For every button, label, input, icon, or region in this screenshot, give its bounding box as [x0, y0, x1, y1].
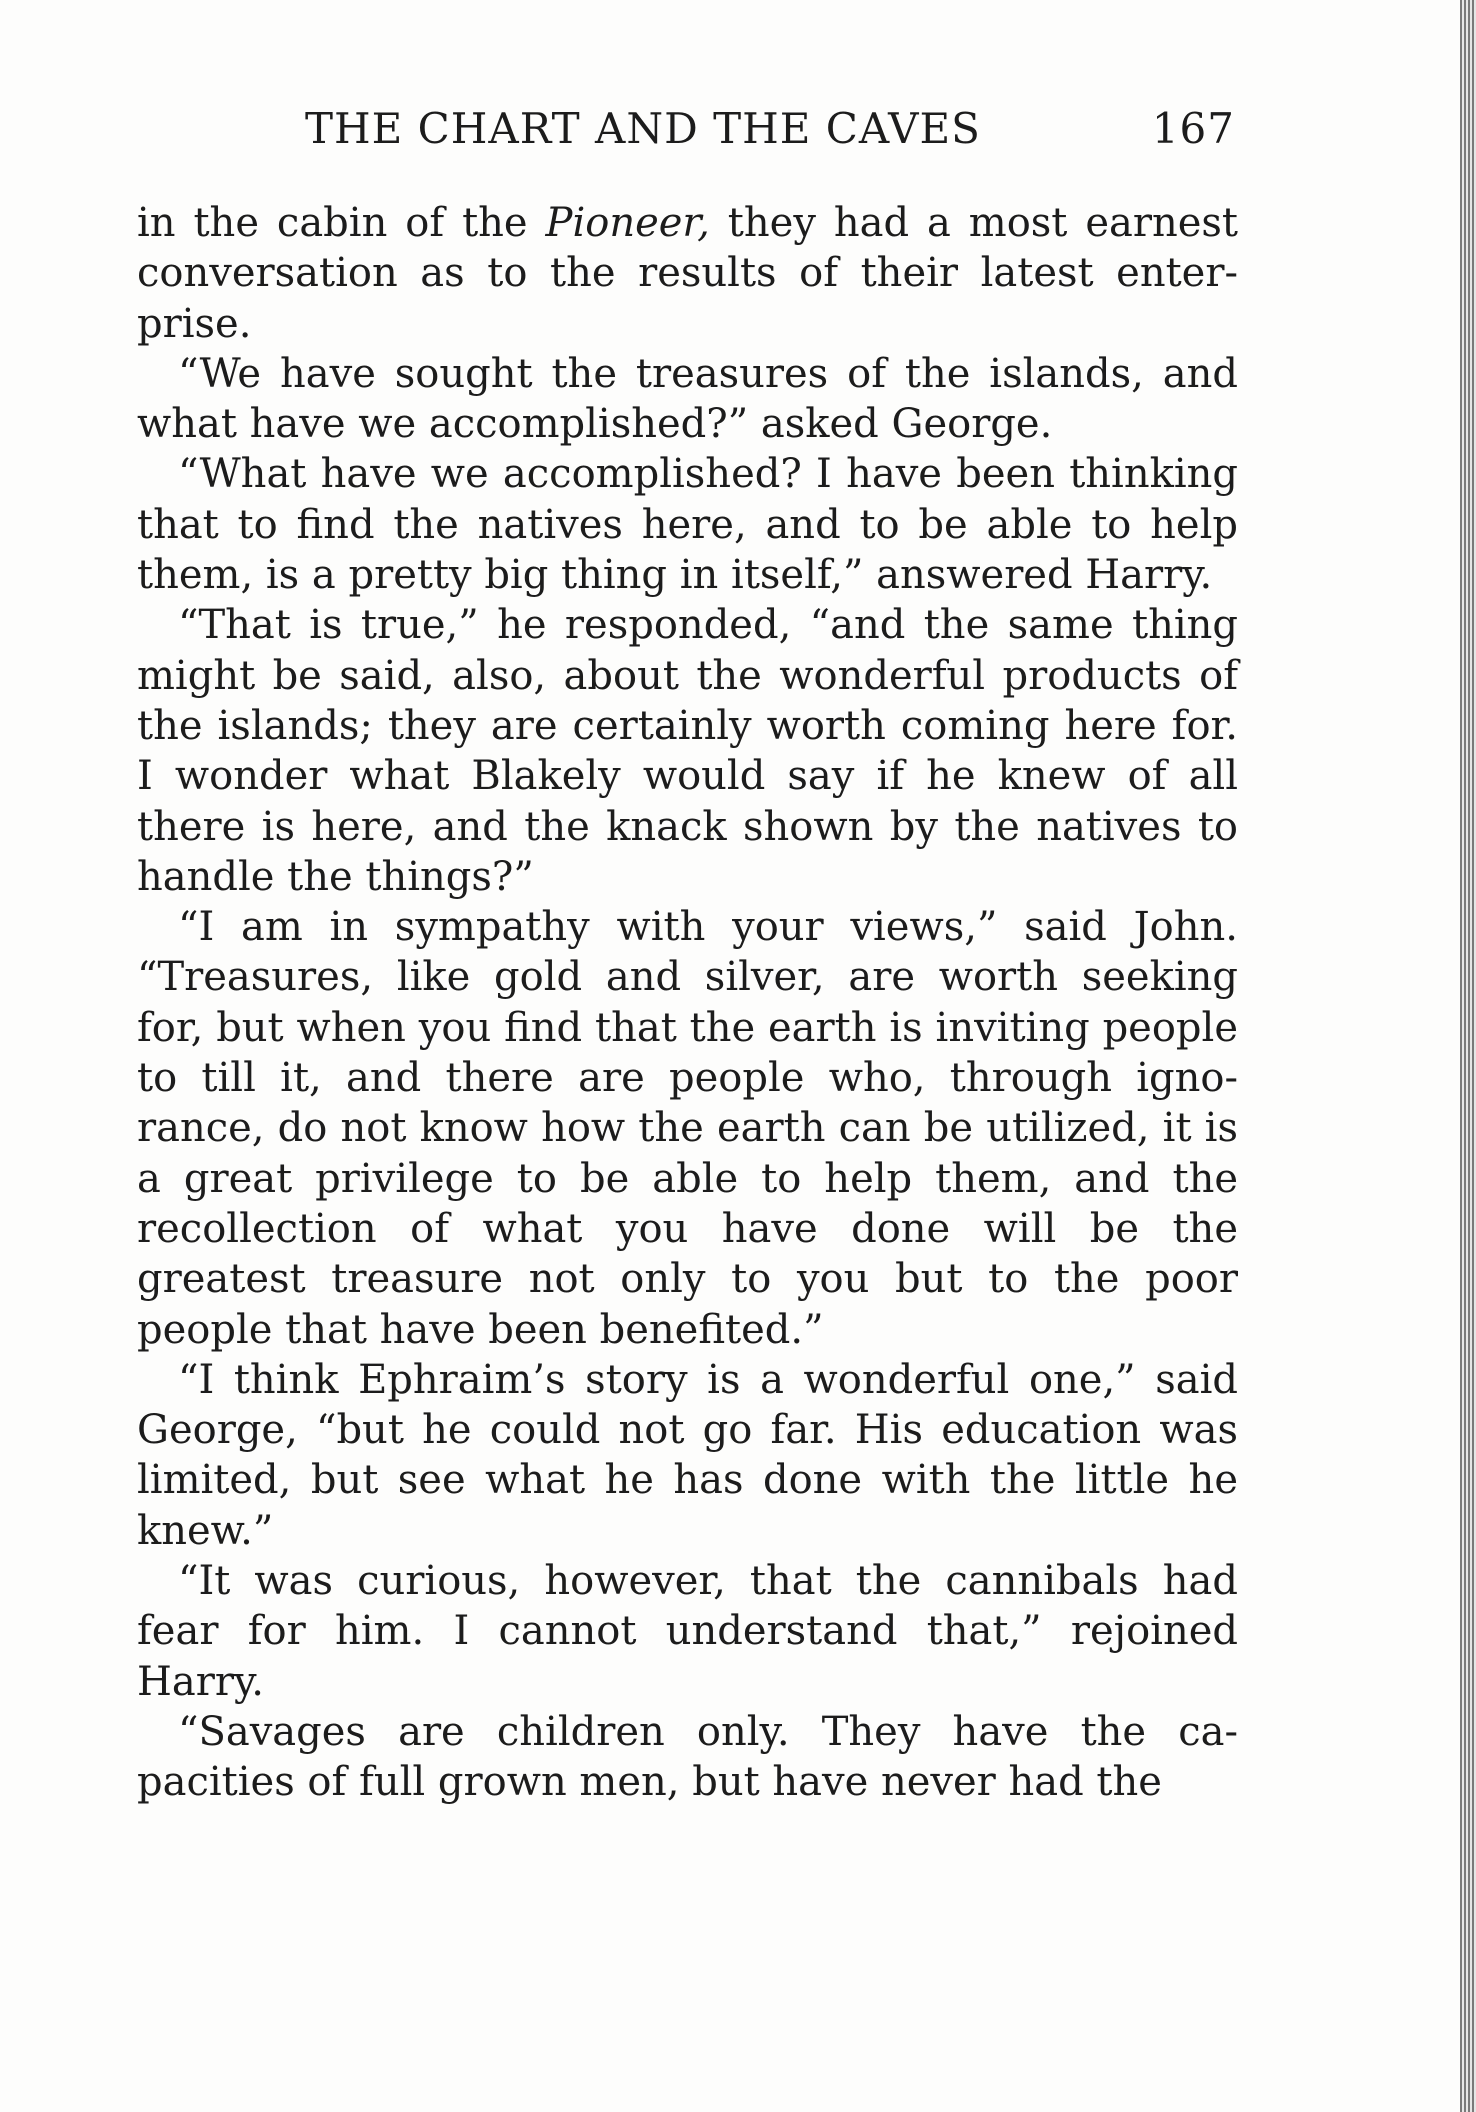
paragraph: “It was curious, however, that the cannibals had fear for him. I cannot understand that,” rejoined Harry. — [137, 1558, 1238, 1705]
paragraph-continued — [137, 198, 1238, 349]
binding-edge — [1460, 0, 1476, 2112]
page-number: 167 — [1151, 104, 1235, 153]
paragraph-text: in the cabin of the — [137, 200, 546, 246]
paragraph: “We have sought the treasures of the islands, and what have we accomplished?” asked George. — [137, 350, 1238, 448]
body-text — [137, 198, 1238, 1808]
paragraph: “I am in sympathy with your views,” said John. “Treasures, like gold and silver, are worth seeking for, but when you find that the earth is inviting people to till it, and there are people who, through ignorance, do not know how the earth can be utilized, it is a great privilege to be able to help them, and the recollection of what you have done will be the greatest treasure not only to you but to the poor people that have been benefited.” — [137, 904, 1238, 1353]
running-title: THE CHART AND THE CAVES — [305, 104, 981, 153]
paragraph-text: they had a most earnest conversation as to the results of their latest enterprise. — [137, 200, 1238, 347]
paragraph: “What have we accomplished? I have been thinking that to find the natives here, and to be able to help them, is a pretty big thing in itself,” answered Harry. — [137, 451, 1238, 599]
paragraph: “That is true,” he responded, “and the same thing might be said, also, about the wonderful products of the islands; they are certainly worth coming here for. I wonder what Blakely would say if he knew of all there is here, and the knack shown by the natives to handle the things?” — [137, 602, 1238, 900]
paragraph: “I think Ephraim’s story is a wonderful one,” said George, “but he could not go far. His education was limited, but see what he has done with the little he knew.” — [137, 1356, 1238, 1554]
ship-name: Pioneer, — [545, 200, 710, 246]
running-head — [305, 104, 1235, 160]
paragraph: “Savages are children only. They have the capacities of full grown men, but have never had the — [137, 1708, 1238, 1806]
